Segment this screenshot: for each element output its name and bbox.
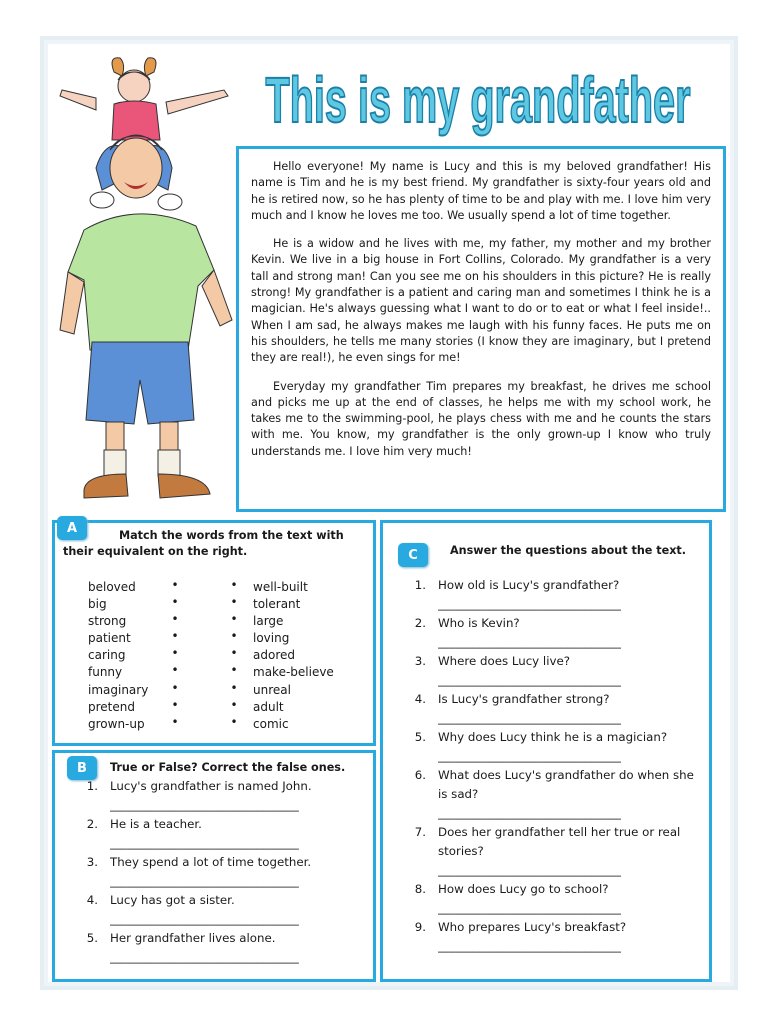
list-item bbox=[80, 929, 370, 967]
match-word: pretend bbox=[88, 699, 135, 714]
answer-line[interactable]: _______________________________ bbox=[438, 597, 621, 611]
list-item bbox=[80, 777, 370, 815]
story-paragraph: He is a widow and he lives with me, my father, my mother and my brother Kevin. We live in a big house in Fort Collins, Colorado. My grandfather is a very tall and strong man! Can you see me on his shoulders in this picture? He is really strong! My grandfather is a patient and caring man and sometimes I think he is a magician. He's always guessing what I want to do or to eat or what I feel inside!.. When I am sad, he always makes me laugh with his funny faces. He puts me on his shoulders, he tells me many stories (I know they are imaginary, but I pretend they are real!), he even sings for me! bbox=[251, 237, 711, 365]
item-number: 4. bbox=[86, 893, 98, 907]
item-text: They spend a lot of time together. bbox=[110, 855, 312, 869]
section-c-badge: C bbox=[398, 543, 428, 567]
list-item bbox=[408, 728, 704, 766]
item-text: Does her grandfather tell her true or real stories? bbox=[438, 825, 681, 858]
item-number: 5. bbox=[414, 730, 426, 744]
match-right-words bbox=[253, 579, 334, 733]
item-text: How does Lucy go to school? bbox=[438, 882, 609, 896]
story-paragraph: Everyday my grandfather Tim prepares my breakfast, he drives me school and picks me up at the end of classes, he helps me with my school work, he takes me to the swimming-pool, he plays chess with me and he counts the stars with me. You know, my grandfather is the only grown-up I know who truly understands me. I love him very much! bbox=[251, 379, 711, 458]
true-false-list bbox=[80, 777, 370, 967]
match-word: grown-up bbox=[88, 716, 145, 731]
list-item bbox=[408, 576, 704, 614]
answer-line[interactable]: _______________________________ bbox=[438, 635, 621, 649]
story-paragraph: Hello everyone! My name is Lucy and this is my beloved grandfather! His name is Tim and he is my best friend. My grandfather is sixty-four years old and he is retired now, so he has plenty of time to be and play with me. I love him very much and I know he loves me too. We usually spend a lot of time together. bbox=[251, 160, 711, 222]
item-number: 4. bbox=[414, 692, 426, 706]
list-item bbox=[80, 815, 370, 853]
answer-line[interactable]: _______________________________ bbox=[438, 711, 621, 725]
match-word: adult bbox=[253, 699, 284, 714]
item-text: Is Lucy's grandfather strong? bbox=[438, 692, 610, 706]
match-dot-right[interactable]: • bbox=[230, 646, 238, 661]
match-word: comic bbox=[253, 716, 289, 731]
match-word: funny bbox=[88, 665, 123, 680]
item-number: 2. bbox=[414, 616, 426, 630]
item-text: Lucy's grandfather is named John. bbox=[110, 779, 312, 793]
answer-line[interactable]: _______________________________ bbox=[438, 939, 621, 953]
match-dot-right[interactable]: • bbox=[230, 595, 238, 610]
section-c-instruction: Answer the questions about the text. bbox=[450, 544, 687, 557]
item-number: 1. bbox=[86, 779, 98, 793]
story-text-box bbox=[236, 146, 726, 512]
section-b-badge: B bbox=[67, 756, 97, 780]
list-item bbox=[408, 823, 704, 880]
match-dot-right[interactable]: • bbox=[230, 697, 238, 712]
match-dot-left[interactable]: • bbox=[171, 663, 179, 678]
item-number: 2. bbox=[86, 817, 98, 831]
match-word: loving bbox=[253, 631, 290, 646]
item-number: 7. bbox=[414, 825, 426, 839]
section-a-badge: A bbox=[57, 516, 87, 540]
list-item bbox=[408, 614, 704, 652]
match-dot-left[interactable]: • bbox=[171, 680, 179, 695]
item-text: He is a teacher. bbox=[110, 817, 202, 831]
match-word: big bbox=[88, 597, 107, 612]
list-item bbox=[408, 652, 704, 690]
grandfather-carrying-girl-illustration bbox=[56, 50, 246, 510]
match-dot-left[interactable]: • bbox=[171, 595, 179, 610]
answer-line[interactable]: ________________________________ bbox=[110, 950, 299, 964]
match-dot-left[interactable]: • bbox=[171, 578, 179, 592]
match-dot-right[interactable]: • bbox=[230, 629, 238, 644]
page-title bbox=[258, 58, 698, 138]
section-b-instruction: True or False? Correct the false ones. bbox=[110, 761, 346, 774]
answer-line[interactable]: _______________________________ bbox=[438, 673, 621, 687]
answer-line[interactable]: ________________________________ bbox=[110, 836, 299, 850]
list-item bbox=[408, 690, 704, 728]
list-item bbox=[408, 880, 704, 918]
match-word: unreal bbox=[253, 682, 291, 697]
item-text: How old is Lucy's grandfather? bbox=[438, 578, 620, 592]
match-word: adored bbox=[253, 648, 295, 663]
match-left-dots bbox=[168, 577, 182, 731]
answer-line[interactable]: _______________________________ bbox=[438, 749, 621, 763]
item-text: Lucy has got a sister. bbox=[110, 893, 235, 907]
match-dot-left[interactable]: • bbox=[171, 646, 179, 661]
match-word: large bbox=[253, 614, 284, 629]
item-number: 6. bbox=[414, 768, 426, 782]
match-dot-left[interactable]: • bbox=[171, 612, 179, 627]
match-word: strong bbox=[88, 614, 127, 629]
answer-line[interactable]: _______________________________ bbox=[438, 806, 621, 820]
match-word: imaginary bbox=[88, 682, 149, 697]
match-dot-right[interactable]: • bbox=[230, 714, 238, 729]
match-dot-right[interactable]: • bbox=[230, 680, 238, 695]
list-item bbox=[408, 918, 704, 956]
answer-line[interactable]: _______________________________ bbox=[438, 901, 621, 915]
match-word: well-built bbox=[253, 580, 308, 594]
item-text: What does Lucy's grandfather do when she is sad? bbox=[438, 768, 694, 801]
answer-line[interactable]: _______________________________ bbox=[438, 863, 621, 877]
match-dot-left[interactable]: • bbox=[171, 714, 179, 729]
answer-line[interactable]: ________________________________ bbox=[110, 912, 299, 926]
list-item bbox=[408, 766, 704, 823]
item-text: Who prepares Lucy's breakfast? bbox=[438, 920, 627, 934]
item-number: 5. bbox=[86, 931, 98, 945]
match-word: patient bbox=[88, 631, 131, 646]
item-number: 3. bbox=[414, 654, 426, 668]
match-word: make-believe bbox=[253, 665, 334, 680]
list-item bbox=[80, 853, 370, 891]
item-number: 3. bbox=[86, 855, 98, 869]
item-text: Who is Kevin? bbox=[438, 616, 520, 630]
match-dot-right[interactable]: • bbox=[230, 663, 238, 678]
answer-line[interactable]: ________________________________ bbox=[110, 798, 299, 812]
questions-list bbox=[408, 576, 704, 956]
match-word: caring bbox=[88, 648, 126, 663]
match-word: tolerant bbox=[253, 597, 301, 612]
match-dot-left[interactable]: • bbox=[171, 629, 179, 644]
item-number: 9. bbox=[414, 920, 426, 934]
section-a-instruction: Match the words from the text with their equivalent on the right. bbox=[63, 529, 344, 558]
match-word: beloved bbox=[88, 580, 136, 594]
match-right-dots bbox=[227, 577, 241, 731]
item-number: 8. bbox=[414, 882, 426, 896]
item-text: Why does Lucy think he is a magician? bbox=[438, 730, 668, 744]
item-text: Her grandfather lives alone. bbox=[110, 931, 276, 945]
item-number: 1. bbox=[414, 578, 426, 592]
match-dot-right[interactable]: • bbox=[230, 578, 238, 592]
answer-line[interactable]: ________________________________ bbox=[110, 874, 299, 888]
list-item bbox=[80, 891, 370, 929]
title-text: This is my grandfather bbox=[265, 64, 691, 136]
match-dot-right[interactable]: • bbox=[230, 612, 238, 627]
item-text: Where does Lucy live? bbox=[438, 654, 570, 668]
match-left-words bbox=[88, 579, 148, 733]
match-dot-left[interactable]: • bbox=[171, 697, 179, 712]
